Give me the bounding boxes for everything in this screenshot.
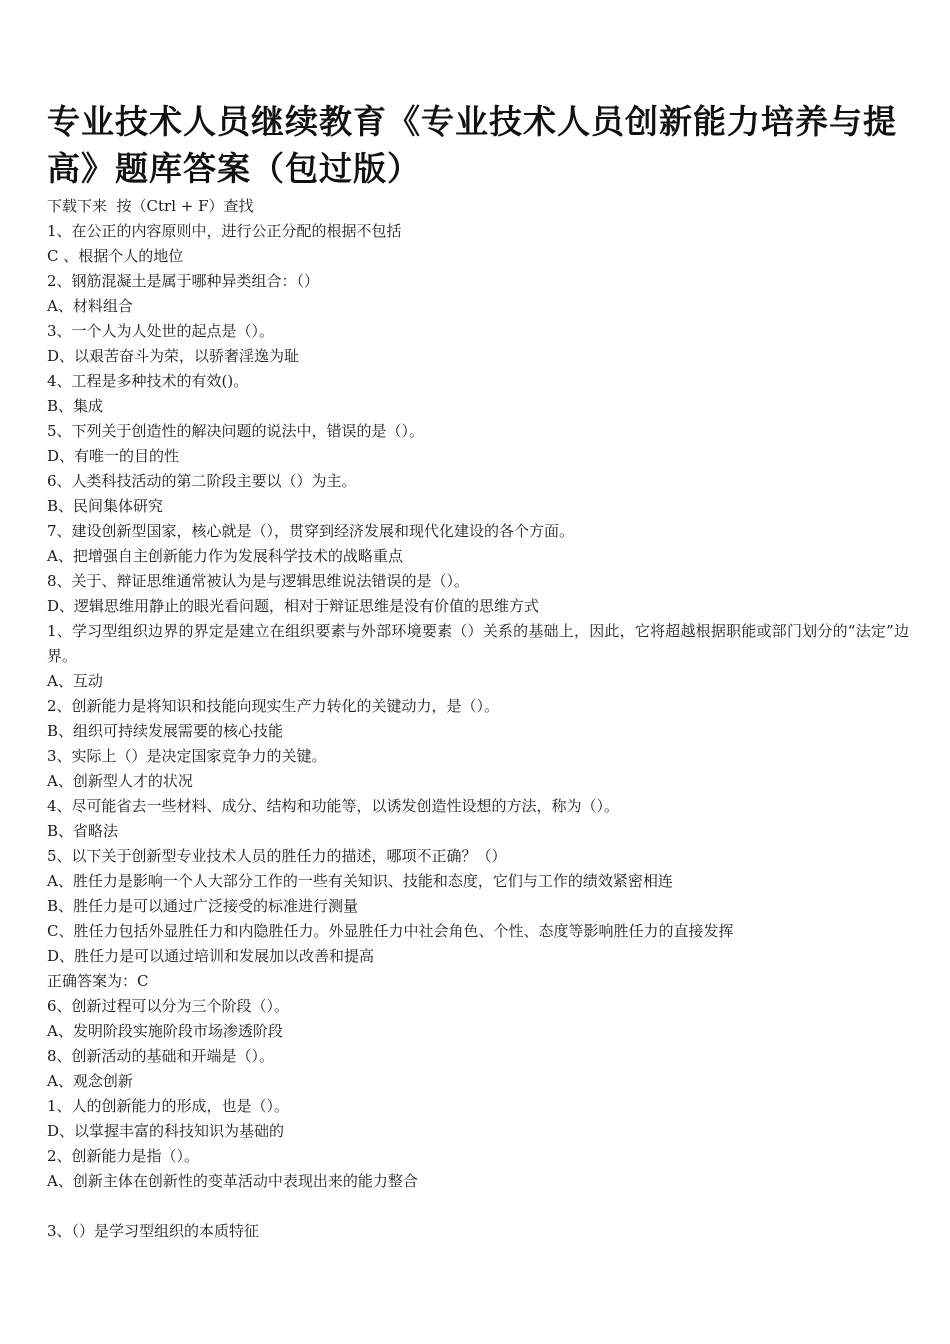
answer-line: B、民间集体研究	[47, 497, 164, 515]
question-line: 6、人类科技活动的第二阶段主要以（）为主。	[47, 472, 357, 490]
question-line: 3、一个人为人处世的起点是（）。	[47, 322, 275, 340]
question-line: 1、人的创新能力的形成，也是（）。	[47, 1097, 290, 1115]
answer-line: B、集成	[47, 397, 104, 415]
question-line: 8、创新活动的基础和开端是（）。	[47, 1047, 275, 1065]
answer-line: D、以掌握丰富的科技知识为基础的	[47, 1122, 285, 1140]
answer-line: B、省略法	[47, 822, 119, 840]
question-line: 3、实际上（）是决定国家竞争力的关键。	[47, 747, 327, 765]
question-line: 2、创新能力是指（）。	[47, 1147, 200, 1165]
answer-line: A、发明阶段实施阶段市场渗透阶段	[47, 1022, 283, 1040]
option-line: C、胜任力包括外显胜任力和内隐胜任力。外显胜任力中社会角色、个性、态度等影响胜任力的直接发挥	[47, 922, 734, 940]
document-body	[47, 194, 909, 1244]
document-title: 专业技术人员继续教育《专业技术人员创新能力培养与提高》题库答案（包过版）	[47, 102, 897, 188]
question-line: 2、创新能力是将知识和技能向现实生产力转化的关键动力，是（）。	[47, 697, 500, 715]
intro-line: 下载下来 按（Ctrl + F）查找	[47, 197, 254, 215]
answer-line: A、把增强自主创新能力作为发展科学技术的战略重点	[47, 547, 403, 565]
option-line: A、胜任力是影响一个人大部分工作的一些有关知识、技能和态度，它们与工作的绩效紧密相连	[47, 872, 673, 890]
answer-line: B、组织可持续发展需要的核心技能	[47, 722, 284, 740]
question-line: 1、学习型组织边界的界定是建立在组织要素与外部环境要素（）关系的基础上，因此，它将超越根据职能或部门划分的“法定”边界。	[47, 622, 909, 665]
question-line: 3、（）是学习型组织的本质特征	[47, 1222, 260, 1240]
question-line: 5、下列关于创造性的解决问题的说法中，错误的是（）。	[47, 422, 425, 440]
blank-line	[47, 1194, 909, 1219]
answer-line: A、互动	[47, 672, 103, 690]
answer-line: D、逻辑思维用静止的眼光看问题，相对于辩证思维是没有价值的思维方式	[47, 597, 540, 615]
question-line: 6、创新过程可以分为三个阶段（）。	[47, 997, 290, 1015]
question-line: 4、尽可能省去一些材料、成分、结构和功能等，以诱发创造性设想的方法，称为（）。	[47, 797, 620, 815]
question-line: 5、以下关于创新型专业技术人员的胜任力的描述，哪项不正确？（）	[47, 847, 507, 865]
answer-line: A、材料组合	[47, 297, 133, 315]
document-page	[47, 98, 909, 1244]
option-line: D、胜任力是可以通过培训和发展加以改善和提高	[47, 947, 375, 965]
question-line: 1、在公正的内容原则中，进行公正分配的根据不包括	[47, 222, 402, 240]
question-line: 7、建设创新型国家，核心就是（），贯穿到经济发展和现代化建设的各个方面。	[47, 522, 575, 540]
answer-line: A、创新型人才的状况	[47, 772, 193, 790]
answer-line: C 、根据个人的地位	[47, 247, 184, 265]
answer-line: A、创新主体在创新性的变革活动中表现出来的能力整合	[47, 1172, 418, 1190]
answer-line: D、以艰苦奋斗为荣，以骄奢淫逸为耻	[47, 347, 300, 365]
question-line: 4、工程是多种技术的有效()。	[47, 372, 249, 390]
correct-answer-line: 正确答案为：C	[47, 972, 149, 990]
question-line: 8、关于、辩证思维通常被认为是与逻辑思维说法错误的是（）。	[47, 572, 470, 590]
question-line: 2、钢筋混凝土是属于哪种异类组合：（）	[47, 272, 320, 290]
answer-line: A、观念创新	[47, 1072, 133, 1090]
option-line: B、胜任力是可以通过广泛接受的标准进行测量	[47, 897, 359, 915]
answer-line: D、有唯一的目的性	[47, 447, 180, 465]
